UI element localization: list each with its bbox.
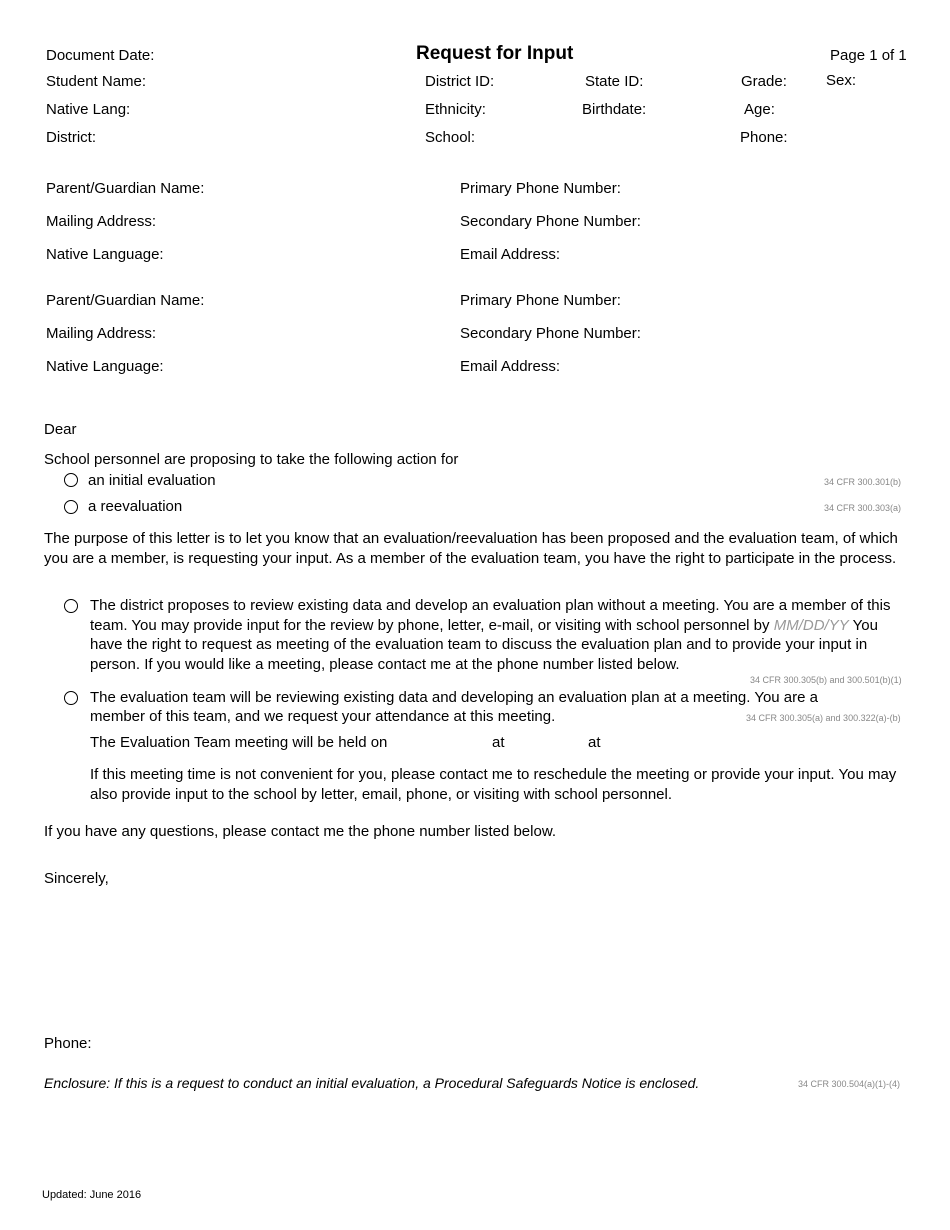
- document-date-label: Document Date:: [46, 47, 155, 64]
- birthdate-label: Birthdate:: [582, 101, 647, 118]
- guardian1-language-label: Native Language:: [46, 246, 164, 263]
- enclosure-note: Enclosure: If this is a request to conduct an initial evaluation, a Procedural Safeguards Notice is enclosed.: [44, 1075, 700, 1091]
- meeting-option-radio[interactable]: [64, 691, 78, 705]
- meeting-option-line2: member of this team, and we request your attendance at this meeting.: [90, 708, 556, 725]
- meeting-time-at-label: at: [492, 734, 505, 751]
- no-meeting-option-cite: 34 CFR 300.305(b) and 300.501(b)(1): [750, 675, 902, 685]
- reevaluation-cite: 34 CFR 300.303(a): [824, 503, 902, 513]
- signature-phone-label: Phone:: [44, 1035, 92, 1052]
- district-id-label: District ID:: [425, 73, 495, 90]
- guardian2-secondary-phone-label: Secondary Phone Number:: [460, 325, 641, 342]
- page-number: Page 1 of 1: [830, 47, 907, 64]
- updated-date: Updated: June 2016: [42, 1189, 142, 1201]
- guardian2-language-label: Native Language:: [46, 358, 164, 375]
- guardian1-mailing-label: Mailing Address:: [46, 213, 157, 230]
- greeting: Dear: [44, 421, 77, 438]
- enclosure-cite: 34 CFR 300.504(a)(1)-(4): [798, 1079, 901, 1089]
- no-meeting-option-text: The district proposes to review existing data and develop an evaluation plan without a meeting. You are a member of this team. You may provide input for the review by phone, letter, e-mail, or visiting with school personnel by MM/DD/YY You have the right to request as meeting of the evaluation team to discuss the evaluation plan and to provide your input in person. If you would like a meeting, please contact me at the phone number listed below.: [90, 597, 891, 673]
- guardian1-secondary-phone-label: Secondary Phone Number:: [460, 213, 641, 230]
- meeting-date-label: The Evaluation Team meeting will be held on: [90, 734, 388, 751]
- initial-evaluation-radio[interactable]: [64, 473, 78, 487]
- school-label: School:: [425, 129, 476, 146]
- age-label: Age:: [744, 101, 775, 118]
- guardian2-mailing-label: Mailing Address:: [46, 325, 157, 342]
- purpose-paragraph: The purpose of this letter is to let you know that an evaluation/reevaluation has been proposed and the evaluation team, of which you are a member, is requesting your input. As a member of the evaluation team, you have the right to participate in the process.: [44, 530, 898, 567]
- state-id-label: State ID:: [585, 73, 644, 90]
- guardian1-primary-phone-label: Primary Phone Number:: [460, 180, 621, 197]
- initial-evaluation-label: an initial evaluation: [88, 472, 216, 489]
- sex-label: Sex:: [826, 72, 857, 89]
- student-name-label: Student Name:: [46, 73, 147, 90]
- closing-text: Sincerely,: [44, 870, 109, 887]
- phone-label: Phone:: [740, 129, 788, 146]
- native-lang-label: Native Lang:: [46, 101, 131, 118]
- questions-text: If you have any questions, please contact me the phone number listed below.: [44, 823, 556, 840]
- meeting-location-at-label: at: [588, 734, 601, 751]
- grade-label: Grade:: [741, 73, 787, 90]
- guardian2-primary-phone-label: Primary Phone Number:: [460, 292, 621, 309]
- reevaluation-radio[interactable]: [64, 500, 78, 514]
- guardian2-name-label: Parent/Guardian Name:: [46, 292, 205, 309]
- reevaluation-label: a reevaluation: [88, 498, 183, 515]
- guardian1-email-label: Email Address:: [460, 246, 561, 263]
- district-label: District:: [46, 129, 96, 146]
- response-date-placeholder[interactable]: MM/DD/YY: [773, 616, 849, 634]
- intro-text: School personnel are proposing to take the following action for: [44, 451, 459, 468]
- page-title: Request for Input: [416, 43, 574, 64]
- guardian1-name-label: Parent/Guardian Name:: [46, 180, 205, 197]
- no-meeting-option-radio[interactable]: [64, 599, 78, 613]
- meeting-option-cite: 34 CFR 300.305(a) and 300.322(a)-(b): [746, 713, 901, 723]
- meeting-option-line1: The evaluation team will be reviewing existing data and developing an evaluation plan at a meeting. You are a: [90, 689, 818, 706]
- guardian2-email-label: Email Address:: [460, 358, 561, 375]
- reschedule-paragraph: If this meeting time is not convenient for you, please contact me to reschedule the meeting or provide your input. You may also provide input to the school by letter, email, phone, or visiting with school personnel.: [90, 766, 897, 803]
- ethnicity-label: Ethnicity:: [425, 101, 486, 118]
- initial-evaluation-cite: 34 CFR 300.301(b): [824, 477, 902, 487]
